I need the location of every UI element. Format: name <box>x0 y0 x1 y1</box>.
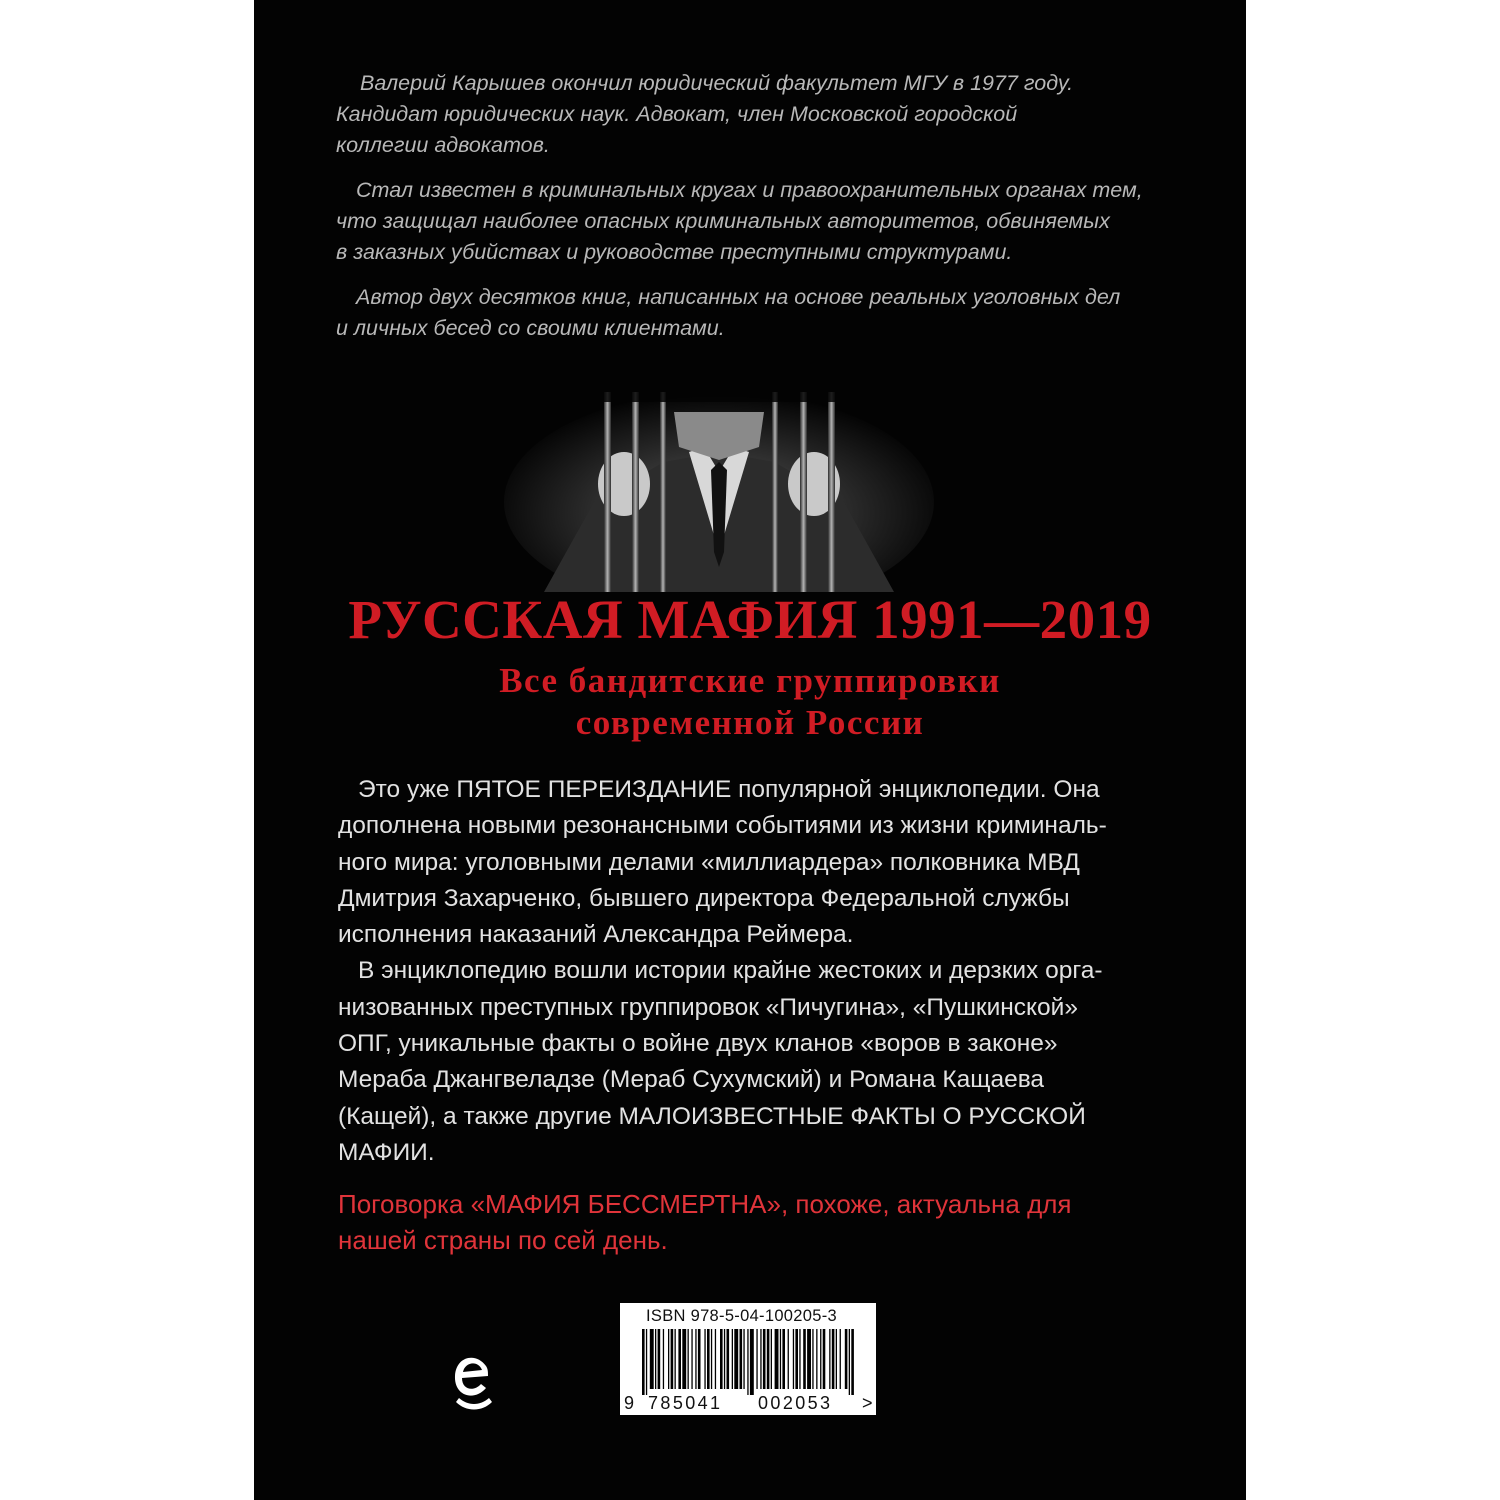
barcode-bar <box>658 1329 661 1389</box>
barcode-bar <box>698 1329 701 1389</box>
barcode-bar <box>732 1329 733 1389</box>
barcode-bar <box>793 1329 794 1389</box>
bio-paragraph-1 <box>336 68 1176 161</box>
barcode-bar <box>743 1329 744 1389</box>
barcode-bar <box>836 1329 837 1389</box>
barcode-bar <box>840 1329 841 1389</box>
desc-p2-line-4: Мераба Джангвеладзе (Мераб Сухумский) и Романа Кащаева <box>338 1066 1045 1094</box>
barcode-bar <box>682 1329 686 1389</box>
barcode-bar <box>675 1329 676 1389</box>
author-name: Валерий Карышев <box>360 71 546 95</box>
barcode-bar <box>812 1329 813 1389</box>
barcode-bar <box>845 1329 848 1389</box>
barcode-bar <box>650 1329 654 1389</box>
barcode-bar <box>756 1329 757 1389</box>
barcode-bar <box>767 1329 770 1389</box>
book-description <box>338 772 1168 1171</box>
barcode-bar <box>788 1329 789 1389</box>
isbn-number: ISBN 978-5-04-100205-3 <box>646 1307 837 1325</box>
barcode-bar <box>795 1329 798 1389</box>
desc-p1-line-2: дополнена новыми резонансными событиями из жизни криминаль- <box>338 812 1107 840</box>
bio-p1-line-1: окончил юридический факультет МГУ в 1977 году. <box>545 71 1074 95</box>
barcode-bar <box>782 1329 785 1389</box>
desc-p2-line-2: низованных преступных группировок «Пичугина», «Пушкинской» <box>338 993 1078 1021</box>
bio-p2-line-3: в заказных убийствах и руководстве преступными структурами. <box>336 240 1013 264</box>
desc-p1-line-5: исполнения наказаний Александра Реймера. <box>338 921 854 949</box>
barcode-bar <box>829 1329 830 1389</box>
desc-p2-line-3: ОПГ, уникальные факты о войне двух кланов «воров в законе» <box>338 1030 1058 1058</box>
barcode-bar <box>711 1329 712 1389</box>
bio-p1-line-3: коллегии адвокатов. <box>336 133 550 157</box>
slogan <box>338 1186 1168 1258</box>
barcode-bar <box>763 1329 766 1389</box>
barcode-bar <box>747 1329 748 1395</box>
book-title: РУССКАЯ МАФИЯ 1991—2019 <box>348 589 1152 650</box>
barcode-bar <box>646 1329 647 1395</box>
barcode-bar <box>691 1329 692 1389</box>
barcode-bar <box>823 1329 826 1389</box>
barcode-bar <box>807 1329 811 1389</box>
bio-paragraph-2 <box>336 175 1176 268</box>
bio-p2-line-2: что защищал наиболее опасных криминальных авторитетов, обвиняемых <box>336 209 1110 233</box>
subtitle-line-2: современной России <box>575 703 925 742</box>
eksmo-e-logo-icon <box>448 1346 498 1418</box>
barcode-bar <box>671 1329 674 1389</box>
desc-p2-line-6: МАФИИ. <box>338 1138 435 1166</box>
barcode-bar <box>688 1329 689 1389</box>
barcode-bar <box>816 1329 817 1389</box>
barcode-bar <box>668 1329 669 1389</box>
barcode-bar <box>715 1329 716 1389</box>
author-bio <box>336 68 1176 358</box>
barcode-bar <box>663 1329 664 1389</box>
barcode-bar <box>655 1329 656 1389</box>
barcode-bar <box>678 1329 681 1389</box>
barcode-bar <box>775 1329 779 1389</box>
book-subtitle <box>254 660 1246 744</box>
man-behind-bars-image <box>504 352 934 592</box>
barcode-bar <box>704 1329 705 1389</box>
description-paragraph-1 <box>338 772 1168 953</box>
desc-p1-line-4: Дмитрия Захарченко, бывшего директора Федеральной службы <box>338 884 1070 912</box>
barcode-bar <box>695 1329 696 1389</box>
barcode-bar <box>727 1329 730 1389</box>
slogan-line-2: нашей страны по сей день. <box>338 1225 668 1255</box>
back-cover <box>254 0 1246 1500</box>
barcode-bar <box>832 1329 835 1389</box>
barcode-graphic <box>620 1303 876 1415</box>
desc-p2-line-5: (Кащей), а также другие МАЛОИЗВЕСТНЫЕ ФАКТЫ О РУССКОЙ <box>338 1102 1086 1130</box>
bio-paragraph-3 <box>336 282 1176 344</box>
desc-p1-line-1: Это уже ПЯТОЕ ПЕРЕИЗДАНИЕ популярной энциклопедии. Она <box>358 776 1100 803</box>
barcode-bar <box>724 1329 725 1389</box>
barcode-bar <box>780 1329 781 1389</box>
barcode-bar <box>707 1329 710 1389</box>
barcode-digits-right: 002053 <box>758 1393 833 1413</box>
barcode-digits-left: 785041 <box>648 1393 723 1413</box>
barcode-bar <box>799 1329 800 1389</box>
barcode-bar <box>803 1329 806 1389</box>
isbn-barcode <box>620 1303 876 1415</box>
barcode-bar <box>820 1329 821 1389</box>
barcode-bar <box>771 1329 772 1389</box>
barcode-bar <box>760 1329 761 1389</box>
barcode-bar <box>734 1329 738 1389</box>
barcode-bar <box>851 1329 854 1395</box>
bio-p2-line-1: Стал известен в криминальных кругах и правоохранительных органах тем, <box>356 178 1143 202</box>
barcode-bar <box>740 1329 743 1389</box>
bio-p1-line-2: Кандидат юридических наук. Адвокат, член Московской городской <box>336 102 1018 126</box>
desc-p2-line-1: В энциклопедию вошли истории крайне жестоких и дерзких орга- <box>358 957 1103 985</box>
barcode-bar <box>849 1329 850 1395</box>
subtitle-line-1: Все бандитские группировки <box>499 661 1001 700</box>
description-paragraph-2 <box>338 953 1168 1171</box>
barcode-bar <box>642 1329 645 1395</box>
bio-p3-line-2: и личных бесед со своими клиентами. <box>336 316 725 340</box>
barcode-digit-first: 9 <box>624 1393 635 1413</box>
barcode-bar <box>750 1329 754 1395</box>
desc-p1-line-3: ного мира: уголовными делами «миллиардера» полковника МВД <box>338 848 1080 876</box>
barcode-bar <box>720 1329 723 1389</box>
slogan-line-1: Поговорка «МАФИЯ БЕССМЕРТНА», похоже, актуальна для <box>338 1189 1072 1219</box>
barcode-digit-end: > <box>862 1393 873 1413</box>
bio-p3-line-1: Автор двух десятков книг, написанных на основе реальных уголовных дел <box>356 285 1121 309</box>
